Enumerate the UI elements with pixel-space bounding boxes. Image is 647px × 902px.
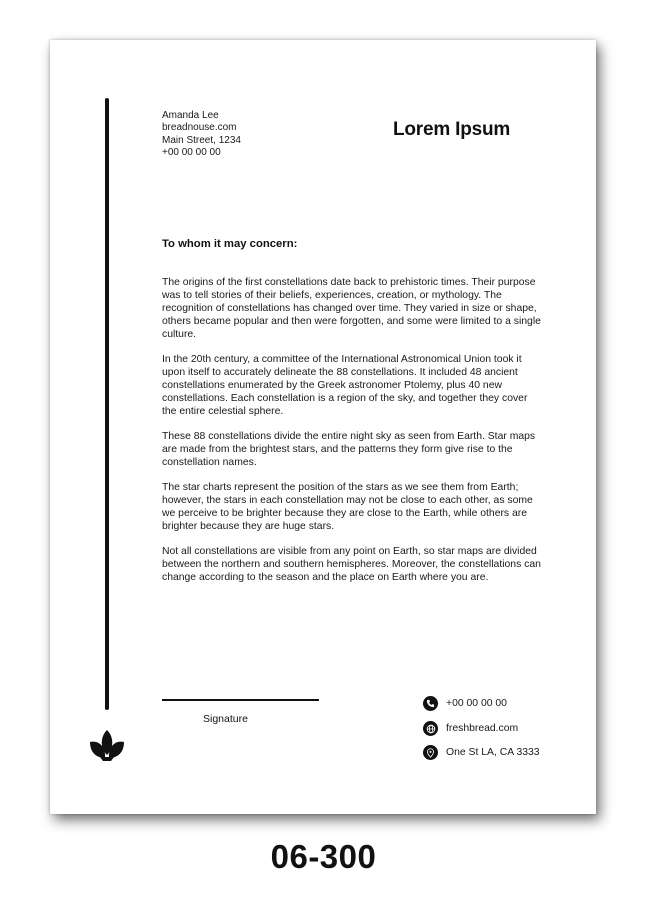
- letter-body: [162, 277, 544, 598]
- vertical-rule: [105, 98, 109, 710]
- phone-icon: [423, 696, 438, 711]
- letterhead-page: [50, 40, 596, 814]
- location-pin-icon: [423, 745, 438, 760]
- sender-phone: +00 00 00 00: [162, 146, 221, 158]
- contact-address-text: One St LA, CA 3333: [446, 747, 540, 758]
- contact-phone-text: +00 00 00 00: [446, 698, 507, 709]
- sender-street: Main Street, 1234: [162, 134, 241, 146]
- contact-address: [423, 744, 540, 761]
- signature-label: Signature: [203, 713, 248, 725]
- body-paragraph: The star charts represent the position of the stars as we see them from Earth; however, the stars in each constellation may not be close to each other, as some we perceive to be brighter because they are close to the Earth, while others are brighter because they are huge stars.: [162, 482, 533, 532]
- salutation: To whom it may concern:: [162, 238, 298, 250]
- globe-icon: [423, 721, 438, 736]
- contact-website-text: freshbread.com: [446, 723, 519, 734]
- contact-phone: [423, 695, 507, 712]
- body-paragraph: Not all constellations are visible from any point on Earth, so star maps are divided between the northern and southern hemispheres. Moreover, the constellations can change according to the season and the place on Earth where you are.: [162, 546, 541, 584]
- body-paragraph: These 88 constellations divide the entire night sky as seen from Earth. Star maps are made from the brightest stars, and the patterns they form give rise to the constellation names.: [162, 431, 536, 468]
- body-paragraph: In the 20th century, a committee of the International Astronomical Union took it upon itself to accurately delineate the 88 constellations. It included 48 ancient constellations enumerated by the Greek astronomer Ptolemy, plus 40 new constellations. Each constellation is a region of the sky, and together they cover the entire celestial sphere.: [162, 354, 528, 417]
- sender-name: Amanda Lee: [162, 110, 219, 121]
- letter-title: Lorem Ipsum: [393, 119, 511, 140]
- lotus-leaf-icon: [88, 726, 126, 764]
- contact-website: [423, 720, 518, 737]
- product-code: 06-300: [270, 838, 377, 875]
- signature-line: [162, 699, 319, 701]
- sender-website: breadnouse.com: [162, 122, 237, 134]
- body-paragraph: The origins of the first constellations date back to prehistoric times. Their purpose was to tell stories of their beliefs, experiences, creation, or mythology. The recognition of constellations has changed over time. They varied in size or shape, others became popular and then were forgotten, and some were limited to a single culture.: [162, 277, 541, 340]
- sender-block: [162, 110, 241, 159]
